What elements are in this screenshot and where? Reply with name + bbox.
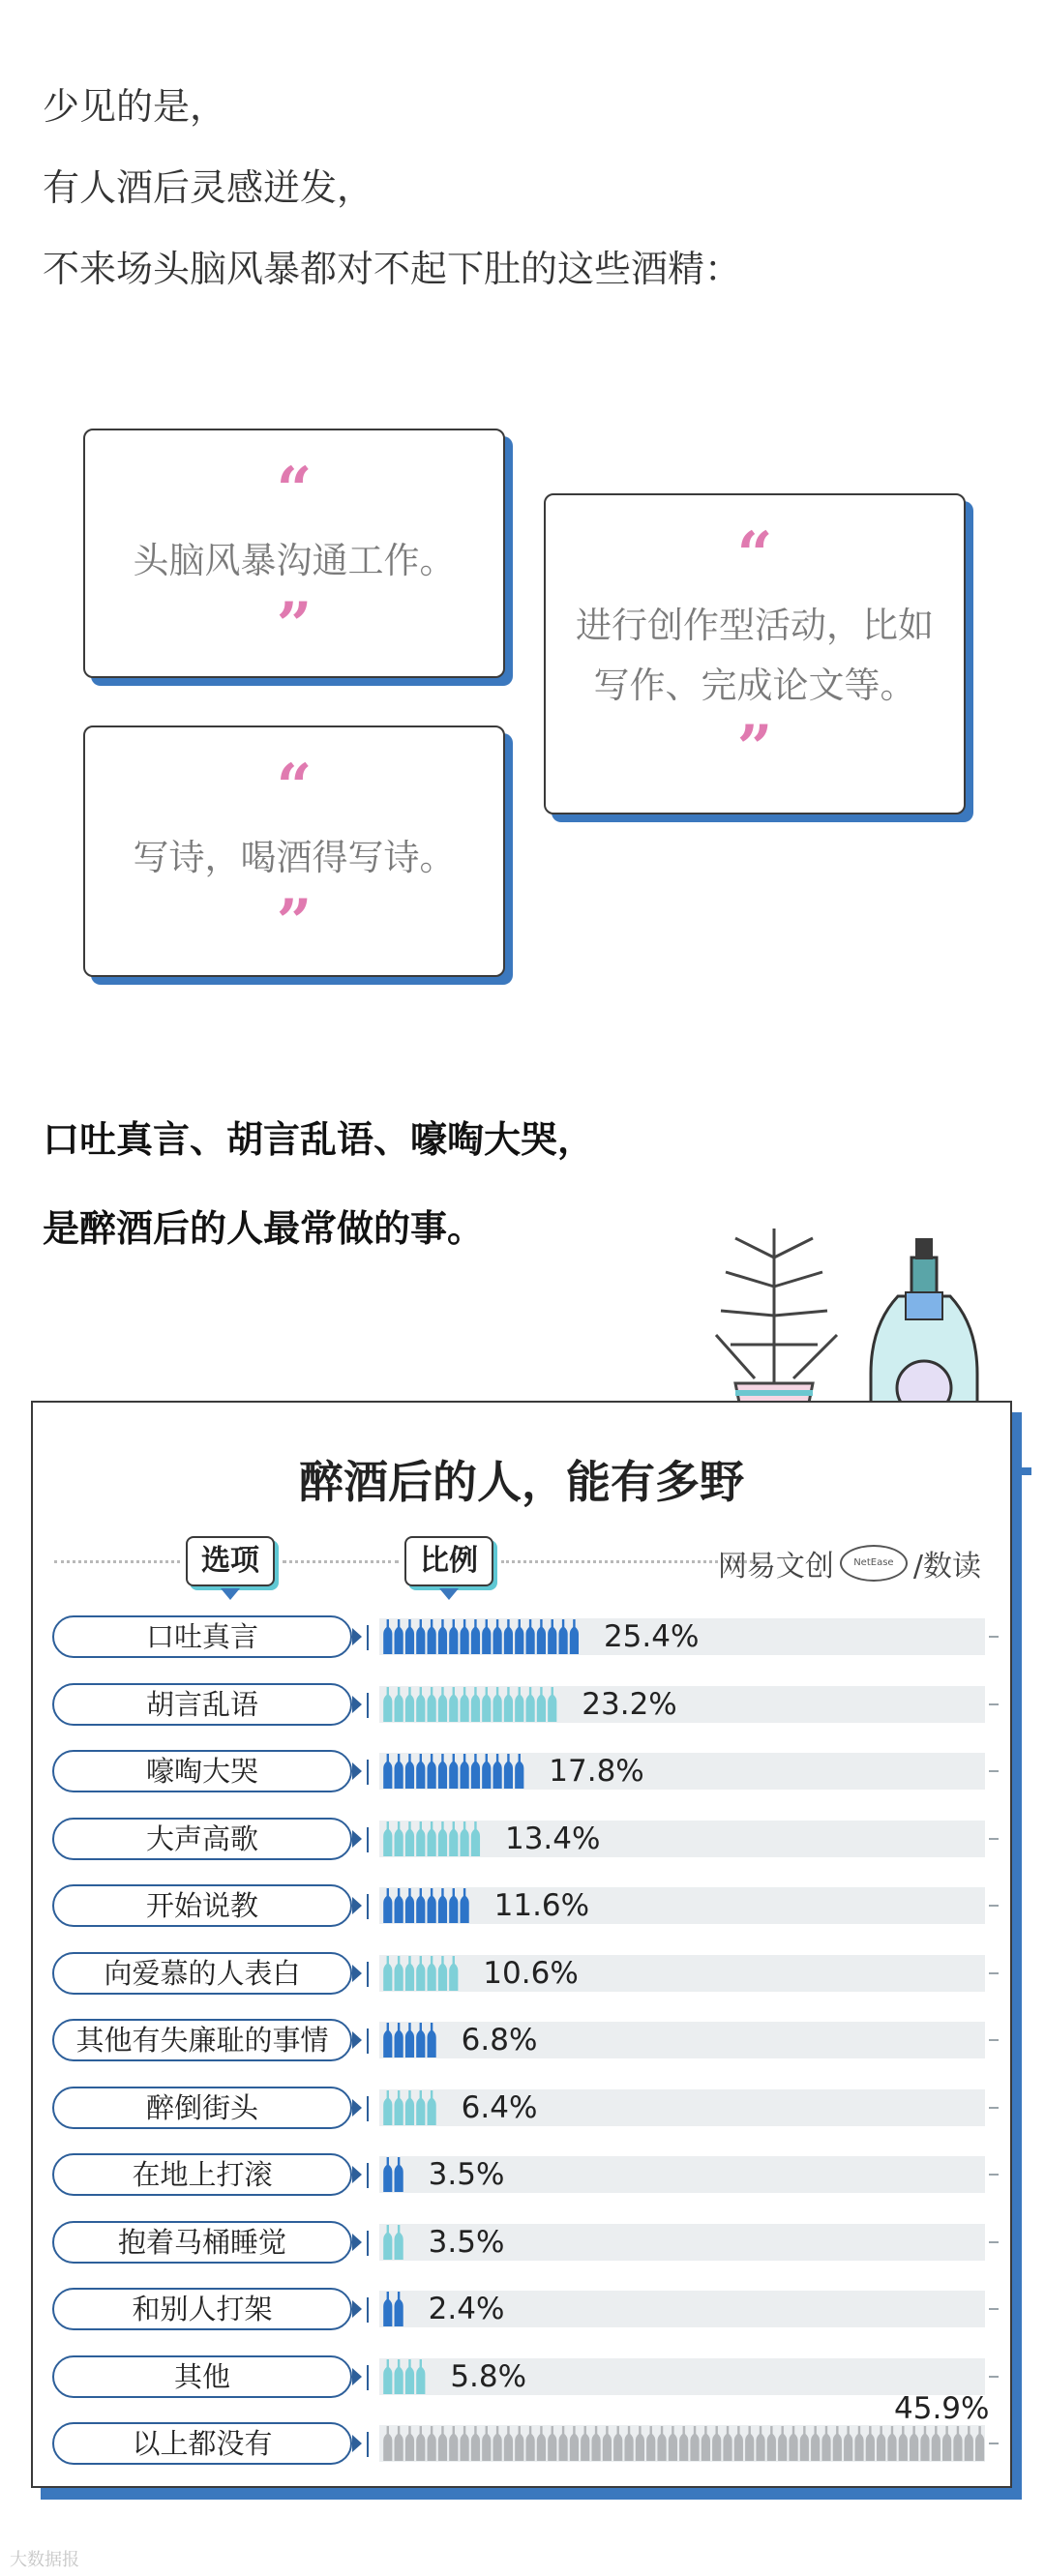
header-divider (283, 1560, 399, 1563)
pointer-arrow-icon (352, 2234, 362, 2251)
chart-row (33, 2153, 1010, 2196)
bottle-icon (833, 2426, 842, 2461)
bottle-icon (449, 1687, 458, 1722)
bar-track-end (989, 2241, 999, 2243)
axis-tick (367, 1962, 369, 1987)
chart-row (33, 2355, 1010, 2398)
bottle-icon (877, 2426, 885, 2461)
quote-text-line-1: 进行创作型活动，比如 (576, 605, 934, 646)
bottle-icon (493, 1619, 502, 1654)
bottle-icon (416, 2023, 425, 2058)
axis-tick (367, 1625, 369, 1650)
bottle-icon (525, 1687, 534, 1722)
value-label: 45.9% (894, 2391, 990, 2426)
plant-and-bottle-illustration (677, 1199, 1006, 1422)
bar-track-end (989, 2107, 999, 2109)
logo-brand: 网易文创 (717, 1550, 834, 1584)
bottle-icon (548, 1687, 556, 1722)
chart-row (33, 2221, 1010, 2264)
bottle-icon (920, 2426, 929, 2461)
chart-row (33, 1884, 1010, 1927)
bottle-icon (702, 2426, 710, 2461)
chart-row (33, 2019, 1010, 2061)
bottle-icon (679, 2426, 688, 2461)
category-label: 以上都没有 (52, 2422, 352, 2465)
quote-card-brainstorm (83, 429, 505, 678)
bottle-icon (438, 1956, 447, 1991)
bottle-icon (395, 1619, 403, 1654)
bottle-icon (405, 1956, 414, 1991)
value-label: 5.8% (450, 2358, 527, 2394)
bottle-icon (493, 1687, 502, 1722)
bottle-icon (493, 2426, 502, 2461)
bottle-icon (461, 2426, 469, 2461)
value-label: 13.4% (504, 1821, 601, 1856)
bottle-icon (482, 2426, 491, 2461)
bottle-icon (405, 1888, 414, 1923)
bottle-icon (395, 1754, 403, 1789)
bottle-icon (636, 2426, 644, 2461)
bottle-icon (493, 1754, 502, 1789)
bottle-icon (745, 2426, 754, 2461)
bottle-icon (887, 2426, 896, 2461)
bottle-icon (416, 1754, 425, 1789)
bottle-icon (449, 1956, 458, 1991)
netease-logo (718, 1542, 981, 1584)
bottle-icon (789, 2426, 797, 2461)
pointer-arrow-icon (352, 1897, 362, 1914)
bottle-icon (428, 2023, 436, 2058)
pointer-arrow-icon (352, 2300, 362, 2318)
bar-track-end (989, 1770, 999, 1772)
value-label: 25.4% (603, 1619, 700, 1654)
bottle-icon (461, 1888, 469, 1923)
column-header-ratio-label: 比例 (420, 1544, 478, 1578)
bottle-icon (482, 1687, 491, 1722)
bottle-icon (405, 2359, 414, 2394)
bar-9 (383, 2223, 405, 2262)
bottle-icon (975, 2426, 984, 2461)
bottle-icon (570, 1619, 579, 1654)
value-label: 3.5% (428, 2224, 505, 2260)
bottle-icon (428, 1754, 436, 1789)
logo-suffix: /数读 (912, 1550, 981, 1584)
bottle-icon (395, 1687, 403, 1722)
bottle-icon (438, 2426, 447, 2461)
category-label: 嚎啕大哭 (52, 1750, 352, 1792)
bottle-icon (690, 2426, 699, 2461)
bar-7 (383, 2088, 438, 2127)
header-divider (501, 1560, 753, 1563)
bottle-icon (395, 1821, 403, 1856)
bottle-icon (515, 2426, 523, 2461)
bottle-icon (515, 1754, 523, 1789)
bottle-icon (899, 2426, 908, 2461)
bar-5 (383, 1954, 460, 1993)
bottle-icon (525, 2426, 534, 2461)
bottle-icon (778, 2426, 787, 2461)
bottle-icon (723, 2426, 732, 2461)
bottle-icon (844, 2426, 852, 2461)
bottle-icon (537, 1619, 546, 1654)
bottle-icon (383, 2090, 392, 2125)
bottle-icon (383, 2225, 392, 2260)
bottle-icon (405, 1821, 414, 1856)
quote-text-line-2: 写作、完成论文等。 (593, 665, 916, 706)
bottle-icon (383, 1888, 392, 1923)
bottle-icon (537, 1687, 546, 1722)
bottle-icon (428, 1888, 436, 1923)
bottle-icon (405, 1754, 414, 1789)
chart-row (33, 1683, 1010, 1726)
bottle-icon (548, 2426, 556, 2461)
bottle-icon (461, 1821, 469, 1856)
bottle-icon (910, 2426, 918, 2461)
bottle-icon (646, 2426, 655, 2461)
down-arrow-icon (221, 1588, 240, 1600)
bottle-icon (428, 1821, 436, 1856)
intro-line-3: 不来场头脑风暴都对不起下肚的这些酒精： (43, 248, 742, 290)
bottle-icon (449, 1619, 458, 1654)
bar-1 (383, 1685, 558, 1724)
bar-8 (383, 2155, 405, 2194)
bottle-icon (428, 2090, 436, 2125)
quote-card-creative (544, 493, 966, 814)
axis-tick (367, 1827, 369, 1852)
intro-text (43, 66, 741, 310)
chart-row (33, 2087, 1010, 2129)
axis-tick (367, 2096, 369, 2121)
bottle-icon (438, 1619, 447, 1654)
bottle-icon (558, 2426, 567, 2461)
pointer-arrow-icon (352, 2166, 362, 2183)
intro-line-1: 少见的是， (43, 85, 227, 128)
bottle-icon (405, 2090, 414, 2125)
bottle-icon (603, 2426, 612, 2461)
bottle-icon (416, 1956, 425, 1991)
chart-title: 醉酒后的人，能有多野 (299, 1456, 744, 1508)
chart-row (33, 1615, 1010, 1658)
bottle-icon (504, 1754, 513, 1789)
bottle-icon (416, 1821, 425, 1856)
bottle-icon (395, 2157, 403, 2192)
quote-text: 写诗，喝酒得写诗。 (133, 837, 456, 878)
bottle-icon (821, 2426, 830, 2461)
bottle-icon (482, 1754, 491, 1789)
bottle-icon (537, 2426, 546, 2461)
bottle-icon (428, 1687, 436, 1722)
axis-tick (367, 2028, 369, 2054)
bottle-icon (416, 1619, 425, 1654)
bottle-icon (416, 2090, 425, 2125)
bottle-icon (461, 1754, 469, 1789)
pointer-arrow-icon (352, 1762, 362, 1780)
bar-12 (383, 2424, 986, 2463)
category-label: 大声高歌 (52, 1818, 352, 1860)
axis-tick (367, 1894, 369, 1919)
bottle-icon (405, 1619, 414, 1654)
bar-track (379, 1955, 985, 1992)
category-label: 胡言乱语 (52, 1683, 352, 1726)
chart-row (33, 1952, 1010, 1995)
axis-tick (367, 2231, 369, 2256)
close-quote-icon: ” (276, 589, 313, 662)
bottle-icon (449, 1754, 458, 1789)
bottle-icon (416, 1888, 425, 1923)
quote-text: 头脑风暴沟通工作。 (133, 540, 456, 581)
bottle-icon (383, 2023, 392, 2058)
value-label: 6.4% (461, 2089, 538, 2125)
bottle-icon (767, 2426, 776, 2461)
bottle-icon (712, 2426, 721, 2461)
bottle-icon (525, 1619, 534, 1654)
chart-row (33, 2391, 1010, 2465)
close-quote-icon: ” (736, 712, 773, 785)
bottle-icon (548, 1619, 556, 1654)
value-label: 6.8% (461, 2023, 538, 2058)
pointer-arrow-icon (352, 1628, 362, 1645)
pointer-arrow-icon (352, 2031, 362, 2049)
bar-track-end (989, 2039, 999, 2041)
value-label: 3.5% (428, 2157, 505, 2192)
pointer-arrow-icon (352, 1696, 362, 1713)
value-label: 10.6% (483, 1955, 579, 1991)
axis-tick (367, 2432, 369, 2457)
bar-track-end (989, 2443, 999, 2444)
category-label: 开始说教 (52, 1884, 352, 1927)
bottle-icon (449, 2426, 458, 2461)
bottle-icon (734, 2426, 743, 2461)
bottle-icon (800, 2426, 809, 2461)
bottle-icon (395, 1888, 403, 1923)
bottle-icon (504, 1619, 513, 1654)
bottle-icon (449, 1888, 458, 1923)
bottle-icon (449, 1821, 458, 1856)
pointer-arrow-icon (352, 2435, 362, 2452)
axis-tick (367, 2163, 369, 2188)
bar-track-end (989, 2308, 999, 2310)
bar-track-end (989, 2174, 999, 2176)
column-header-option (186, 1536, 275, 1586)
bottle-icon (395, 2292, 403, 2326)
column-header-ratio (404, 1536, 493, 1586)
bottle-icon (570, 2426, 579, 2461)
bottle-icon (471, 1754, 480, 1789)
column-header-option-label: 选项 (201, 1544, 259, 1578)
bottle-icon (438, 1888, 447, 1923)
close-quote-icon: ” (276, 886, 313, 959)
bar-track-end (989, 2376, 999, 2378)
bar-track-end (989, 1838, 999, 1840)
value-label: 23.2% (582, 1686, 677, 1722)
logo-badge: NetEase (840, 1545, 908, 1582)
category-label: 醉倒街头 (52, 2087, 352, 2129)
watermark: 大数据报 (10, 2550, 79, 2570)
bar-4 (383, 1886, 471, 1925)
chart-row (33, 2288, 1010, 2330)
bottle-icon (558, 1619, 567, 1654)
bottle-icon (471, 1619, 480, 1654)
bottle-icon (591, 2426, 600, 2461)
bottle-icon (428, 1956, 436, 1991)
bottle-icon (581, 2426, 589, 2461)
category-label: 其他 (52, 2355, 352, 2398)
bottle-icon (405, 2426, 414, 2461)
bottle-icon (932, 2426, 940, 2461)
bottle-icon (395, 2359, 403, 2394)
open-quote-icon: “ (276, 751, 313, 823)
bottle-icon (471, 1687, 480, 1722)
headline-line-2: 是醉酒后的人最常做的事。 (43, 1207, 485, 1250)
bottle-icon (395, 2225, 403, 2260)
chart-row (33, 1750, 1010, 1792)
bar-track-end (989, 1636, 999, 1638)
bottle-icon (811, 2426, 820, 2461)
bottle-icon (395, 2090, 403, 2125)
headline-line-1: 口吐真言、胡言乱语、嚎啕大哭， (43, 1118, 595, 1161)
category-label: 口吐真言 (52, 1615, 352, 1658)
value-label: 17.8% (549, 1754, 644, 1789)
category-label: 在地上打滚 (52, 2153, 352, 2196)
axis-tick (367, 1760, 369, 1785)
headline (43, 1095, 594, 1273)
intro-line-2: 有人酒后灵感迸发， (43, 166, 374, 209)
bottle-icon (383, 2157, 392, 2192)
pointer-arrow-icon (352, 2368, 362, 2385)
bottle-icon (756, 2426, 764, 2461)
bottle-icon (428, 1619, 436, 1654)
bottle-icon (383, 1619, 392, 1654)
open-quote-icon: “ (276, 454, 313, 526)
bottle-icon (504, 1687, 513, 1722)
bar-10 (383, 2290, 405, 2328)
bottle-icon (383, 2359, 392, 2394)
bottle-icon (942, 2426, 951, 2461)
bottle-icon (395, 2426, 403, 2461)
bottle-icon (416, 2426, 425, 2461)
bottle-icon (395, 2023, 403, 2058)
bottle-icon (613, 2426, 622, 2461)
bottle-icon (854, 2426, 863, 2461)
bottle-icon (405, 1687, 414, 1722)
bar-0 (383, 1617, 581, 1656)
bottle-icon (866, 2426, 875, 2461)
bottle-icon (395, 1956, 403, 1991)
bottle-icon (416, 1687, 425, 1722)
bottle-icon (669, 2426, 677, 2461)
bottle-icon (383, 1956, 392, 1991)
bottle-icon (461, 1619, 469, 1654)
bottle-icon (657, 2426, 666, 2461)
bottle-icon (624, 2426, 633, 2461)
pointer-arrow-icon (352, 1830, 362, 1848)
bottle-icon (383, 2292, 392, 2326)
axis-tick (367, 2365, 369, 2390)
bar-track-end (989, 1703, 999, 1705)
bottle-icon (383, 1754, 392, 1789)
open-quote-icon: “ (736, 518, 773, 591)
bottle-icon (965, 2426, 973, 2461)
bottle-icon (504, 2426, 513, 2461)
category-label: 抱着马桶睡觉 (52, 2221, 352, 2264)
quote-card-poetry (83, 725, 505, 977)
bottle-icon (438, 1754, 447, 1789)
bottle-icon (405, 2023, 414, 2058)
bottle-icon (416, 2359, 425, 2394)
bottle-icon (953, 2426, 962, 2461)
bottle-icon (428, 2426, 436, 2461)
chart-panel (31, 1401, 1012, 2488)
bar-track-end (989, 1905, 999, 1907)
axis-tick (367, 1693, 369, 1718)
bottle-icon (438, 1821, 447, 1856)
chart-row (33, 1818, 1010, 1860)
bar-2 (383, 1752, 525, 1791)
bottle-icon (383, 1687, 392, 1722)
down-arrow-icon (439, 1588, 459, 1600)
value-label: 2.4% (428, 2292, 505, 2326)
pointer-arrow-icon (352, 1965, 362, 1982)
bottle-icon (383, 2426, 392, 2461)
bottle-icon (471, 2426, 480, 2461)
bottle-icon (438, 1687, 447, 1722)
bottle-icon (482, 1619, 491, 1654)
category-label: 和别人打架 (52, 2288, 352, 2330)
bottle-icon (515, 1619, 523, 1654)
bar-6 (383, 2021, 438, 2059)
bar-3 (383, 1820, 482, 1858)
category-label: 向爱慕的人表白 (52, 1952, 352, 1995)
bottle-icon (383, 1821, 392, 1856)
bottle-icon (471, 1821, 480, 1856)
header-divider (54, 1560, 180, 1563)
bottle-icon (461, 1687, 469, 1722)
bar-track-end (989, 1972, 999, 1974)
bottle-icon (515, 1687, 523, 1722)
value-label: 11.6% (493, 1888, 590, 1923)
category-label: 其他有失廉耻的事情 (52, 2019, 352, 2061)
pointer-arrow-icon (352, 2099, 362, 2117)
bar-11 (383, 2357, 427, 2396)
axis-tick (367, 2297, 369, 2323)
